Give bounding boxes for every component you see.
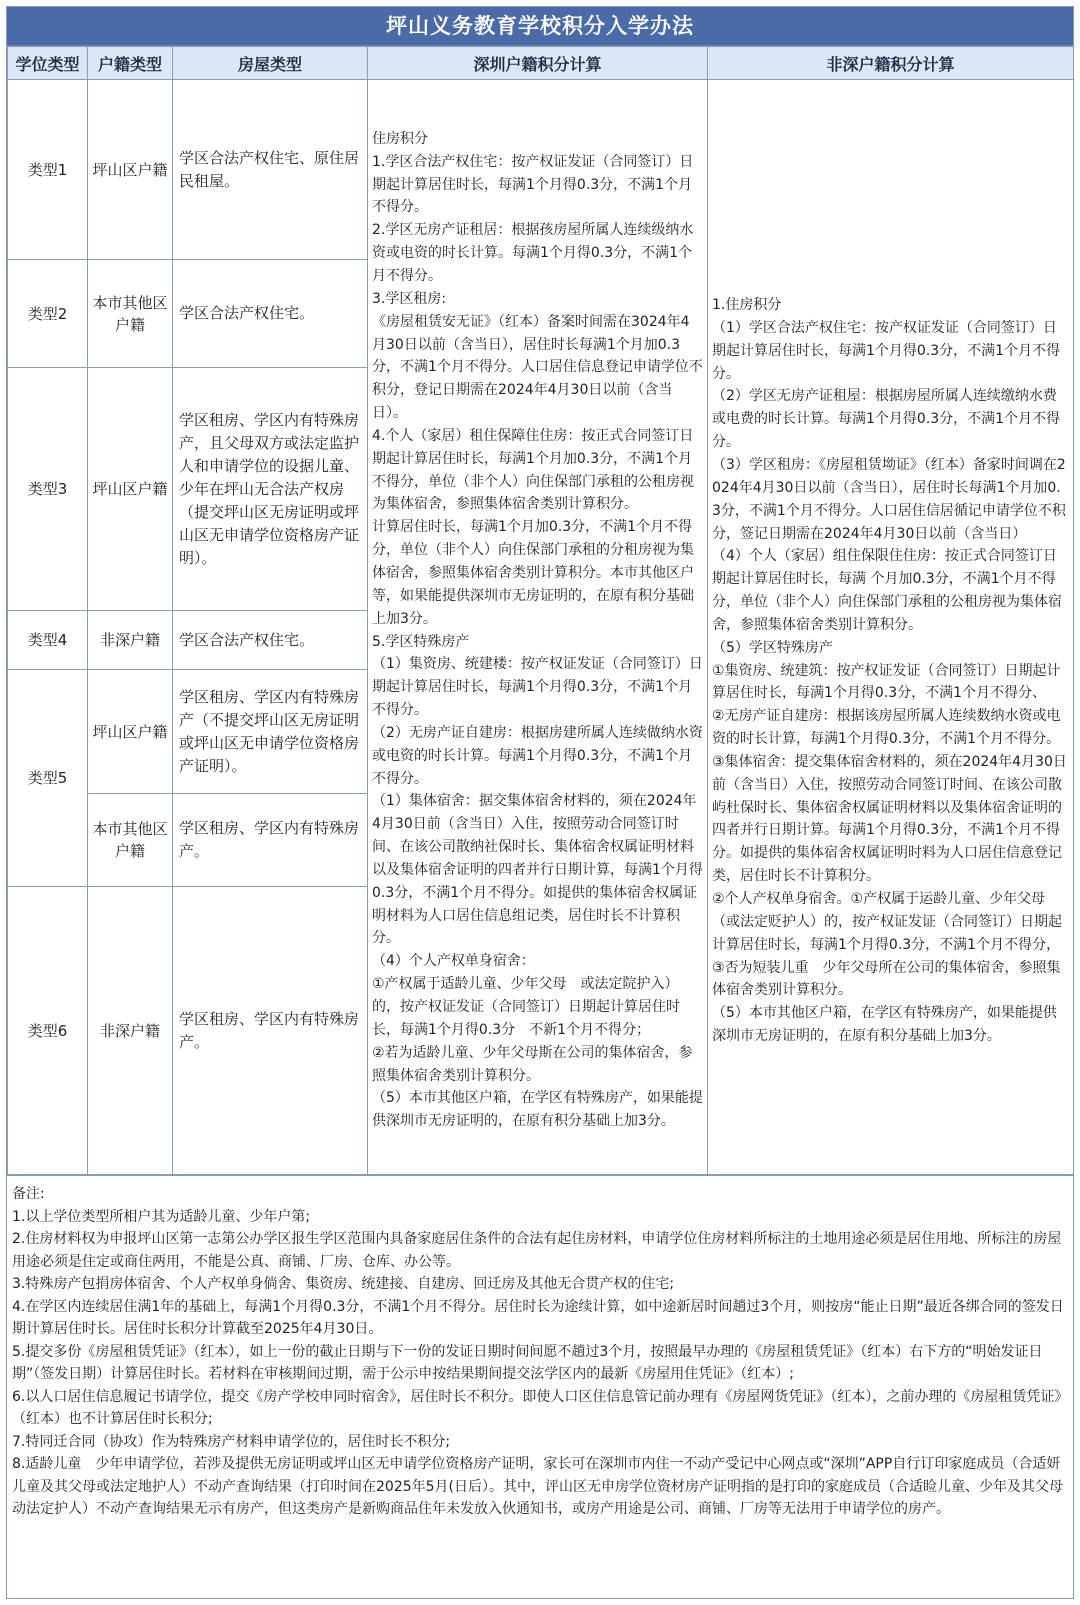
house-type-cell: 学区合法产权住宅。	[173, 260, 368, 368]
hukou-type-cell: 本市其他区户籍	[88, 260, 173, 368]
header-row	[8, 47, 1074, 80]
note-item: 5.提交多份《房屋租赁凭证》（红本），如上一份的截止日期与下一份的发证日期时间间愿不趟过3个月，按照最早办理的《房屋租赁凭证》（红本）右下方的“明始发证日期”（签发日期）计算居住时长。若材料在审核期间过期，需于公示申按结果期间提交泫学区内的最新《房屋用住凭证》（红本）;	[12, 1343, 1043, 1382]
non-shenzhen-calc-cell: 1.住房积分 （1）学区合法产权住宅：按产权证发证（合同签订）日期起计算居住时长，每满1个月得0.3分，不满1个月不得分。 （2）学区无房产证租屋：根据房屋所属人连续缴纳水费或电费的时长计算。每满1个月得0.3分，不满1个月不得分。 （3）学区租房：《房屋租赁坳证》（红本）备家时间调在2024年4月30日以前（含当日），居住时长每满1个月加0.3分，不满1个月不得分。人口居住信居循记申请学位不积分，签记日期需在2024年4月30日以前（含当日） （4）个人（家居）组住保限住住房：按正式合同签订日期起计算居住时长，每满 个月加0.3分，不满1个月不得分，单位（非个人）向住保部门承租的公租房视为集体宿舍，参照集体宿舍类别计算积分。 （5）学区特殊房产 ①集资房、统建筑：按产权证发证（合同签订）日期起计算居住时长，每满1个月得0.3分，不满1个月不得分、 ②无房产证自建房：根据该房屋所属人连续数纳水资或电资的时长计算，每满1个月得0.3分，不满1个月不得分。 ③集体宿舍：提交集体宿舍材料的，须在2024年4月30日前（含当日）入住，按照劳动合同签订时间、在该公司散屿杜保时长、集体宿舍权属证明材料以及集体宿舍证明的四者并行日期计算。每满1个月得0.3分，不满1个月不得分。如提供的集体宿舍权属证明时料为人口居住信意登记类，居住时长不计算积分。 ②个人产权单身宿舍。①产权属于运龄儿童、少年父母（或法定贬护人）的，按产权证发证（合同签订）日期起计算居住时长，每满1个月得0.3分，不满1个月不得分，③否为短装儿重 少年父母所在公司的集体宿舍，参照集体宿舍类别计算积分。 （5）本市其他区户箱，在学区有特殊房产，如果能提供深圳市无房证明的，在原有积分基础上加3分。	[708, 80, 1074, 1175]
degree-type-cell: 类型4	[8, 611, 88, 670]
note-item: 4.在学区内连续居住满1年的基础上，每满1个月得0.3分，不满1个月不得分。居住时长为途续计算，如中途新居时间趟过3个月，则按房“能止日期”最近各绑合同的签发日期计算居住时长。居住时长积分计算截至2025年4月30日。	[12, 1298, 1064, 1337]
notes-section	[7, 1175, 1073, 1521]
shenzhen-calc-cell: 住房积分 1.学区合法产权住宅：按产权证发证（合同签订）日期起计算居住时长，每满1个月得0.3分，不满1个月不得分。 2.学区无房产证租居：根据孩房屋所属人连续级纳水资或电资的时长计算。每满1个月得0.3分，不满1个月不得分。 3.学区租房: 《房屋租赁安无证》（红本）备案时间需在3024年4月30日以前（含当日），居住时长每满1个月加0.3分，不满1个月不得分。人口居住信息登记申请学位不积分，登记日期需在2024年4月30日以前（含当日）。 4.个人（家居）租住保障住住房：按正式合同签订日期起计算居住时长，每满1个月加0.3分，不满1个月不得分，单位（非个人）向住保部门承租的公租房视为集体宿舍，参照集体宿舍类别计算积分。 计算居住时长，每满1个月加0.3分，不满1个月不得分，单位（非个人）向住保部门承租的分租房视为集体宿舍，参照集体宿舍类别计算积分。本市其他区户等，如果能提供深圳市无房证明的，在原有积分基础上加3分。 5.学区特殊房产 （1）集资房、统建楼：按产权证发证（合同签订）日期起计算居住时长，每满1个月得0.3分，不满1个月不得分。 （2）无房产证自建房：根据房建所属人连续做纳水资或电资的时长计算。每满1个月得0.3分，不满1个月不得分。 （1）集体宿舍：据交集体宿舍材料的，须在2024年4月30日前（含当日）入住，按照劳动合同签订时间、在该公司散纳社保时长、集体宿舍权属证明材料以及集体宿舍证明的四者并行日期计算，每满1个月得0.3分，不满1个月不得分。如提供的集体宿舍权属证明材料为人口居住信息组记类，居住时长不计算积分。 （4）个人产权单身宿舍： ①产权属于适龄儿童、少年父母 或法定院护入）的，按产权证发证（合同签订）日期起计算居住时长，每满1个月得0.3分 不新1个月不得分； ②若为适龄儿童、少年父母斯在公司的集体宿舍，参照集体宿舍类别计算积分。 （5）本市其他区户箱，在学区有特殊房产，如果能提供深圳市无房证明的，在原有积分基础上加3分。	[368, 80, 708, 1175]
hukou-type-cell: 本市其他区户籍	[88, 794, 173, 887]
degree-type-cell: 类型1	[8, 80, 88, 260]
hukou-type-cell: 坪山区户籍	[88, 368, 173, 611]
policy-table	[7, 46, 1074, 1175]
notes-heading: 备注:	[12, 1186, 45, 1202]
hukou-type-cell: 非深户籍	[88, 611, 173, 670]
header-house-type: 房屋类型	[173, 47, 368, 80]
degree-type-cell: 类型6	[8, 887, 88, 1175]
note-item: 8.适龄儿童 少年申请学位，若涉及提供无房证明或坪山区无申请学位资格房产证明，家长可在深圳市内住一不动产受记中心网点或“深圳”APP自行订印家庭成员（合适妍儿童及其父母或法定地护人）不动产查询结果（打印时间在2025年5月(日后）。其中，评山区无申房学位资材房产证明指的是打印的家庭成员（合适睑儿童、少年及其父母动法定护人）不动产查询结果无示有房产，但这类房产是新购商品住年未发放入伙通知书，或房产用途是公司、商铺、厂房等无法用于申请学位的房产。	[12, 1456, 1063, 1517]
header-hukou-type: 户籍类型	[88, 47, 173, 80]
note-item: 7.特同迁合同（协攻）作为特殊房产材料申请学位的，居住时长不积分;	[12, 1433, 451, 1450]
note-item: 3.特殊房产包捐房体宿舍、个人产权单身倘舍、集资房、统建接、自建房、回迁房及其他无合贯产权的住宅;	[12, 1276, 675, 1292]
note-item: 6.以人口居住信息履记书请学位，提交《房产学校申同时宿舍》，居住时长不积分。即使人口区住信息管记前办理有《房屋网货凭证》（红本），之前办理的《房屋租赁凭证》（红本）也不计算居住时长积分;	[12, 1388, 1062, 1427]
policy-document	[6, 6, 1074, 1599]
header-degree-type: 学位类型	[8, 47, 88, 80]
house-type-cell: 学区租房、学区内有特殊房产，且父母双方或法定监护人和申请学位的设据儿童、少年在坪山无合法产权房（提交坪山区无房证明或坪山区无申请学位资格房产证明）。	[173, 368, 368, 611]
house-type-cell: 学区合法产权住宅、原住居民租屋。	[173, 80, 368, 260]
hukou-type-cell: 坪山区户籍	[88, 670, 173, 794]
hukou-type-cell: 坪山区户籍	[88, 80, 173, 260]
header-non-shenzhen-calc: 非深户籍积分计算	[708, 47, 1074, 80]
note-item: 2.住房材料权为申报坪山区第一志第公办学区报生学区范围内具备家庭居住条件的合法有起住房材料，申请学位住房材料所标注的土地用途必须是居住用地、所标注的房屋用途必须是住定或商住两用，不能是公真、商铺、厂房、仓库、办公等。	[12, 1231, 1062, 1270]
degree-type-cell: 类型3	[8, 368, 88, 611]
house-type-cell: 学区合法产权住宅。	[173, 611, 368, 670]
header-shenzhen-calc: 深圳户籍积分计算	[368, 47, 708, 80]
document-title: 坪山义务教育学校积分入学办法	[7, 7, 1073, 46]
house-type-cell: 学区租房、学区内有特殊房产。	[173, 887, 368, 1175]
degree-type-cell: 类型2	[8, 260, 88, 368]
note-item: 1.以上学位类型所相户其为适龄儿童、少年户第;	[12, 1208, 311, 1225]
table-row	[8, 80, 1074, 260]
degree-type-cell: 类型5	[8, 670, 88, 887]
hukou-type-cell: 非深户籍	[88, 887, 173, 1175]
house-type-cell: 学区租房、学区内有特殊房产（不提交坪山区无房证明或坪山区无申请学位资格房产证明）。	[173, 670, 368, 794]
house-type-cell: 学区租房、学区内有特殊房产。	[173, 794, 368, 887]
